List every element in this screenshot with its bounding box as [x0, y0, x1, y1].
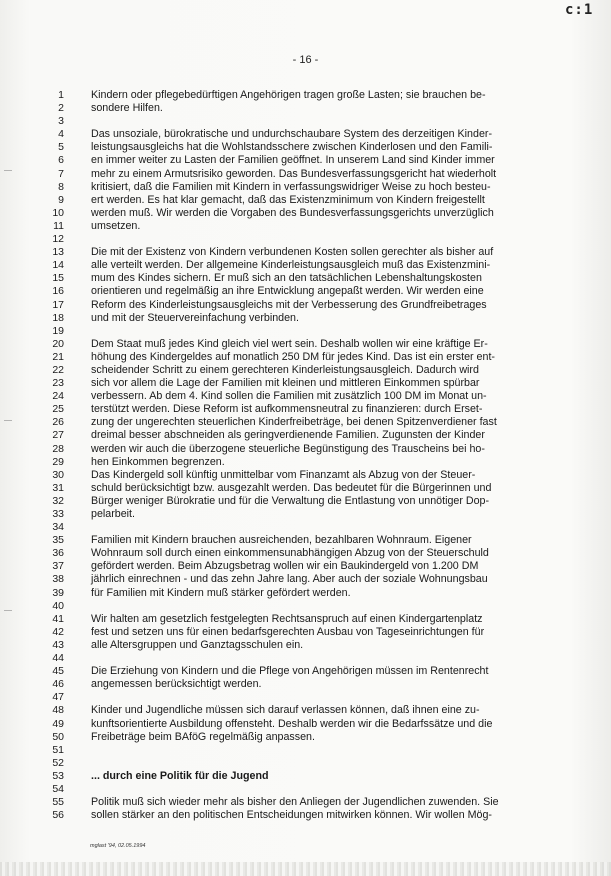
text-line [0, 312, 611, 325]
line-number: 11 [53, 219, 64, 232]
text-line [0, 652, 611, 665]
line-number: 10 [52, 206, 64, 219]
line-text: hen Einkommen begrenzen. [91, 455, 225, 468]
line-number: 18 [52, 311, 64, 324]
text-line [0, 704, 611, 717]
line-number: 3 [58, 115, 64, 128]
text-line [0, 560, 611, 573]
line-number: 46 [52, 678, 64, 691]
text-line [0, 377, 611, 390]
line-number: 52 [52, 756, 64, 769]
text-line [0, 744, 611, 757]
text-line [0, 521, 611, 534]
line-text: Bürger weniger Bürokratie und für die Verwaltung die Entlastung von unnötiger Dop- [91, 494, 490, 507]
line-number: 2 [58, 102, 64, 115]
line-text: terstützt werden. Diese Reform ist aufkommensneutral zu finanzieren: durch Erset- [91, 403, 483, 416]
text-line [0, 429, 611, 442]
line-text: mehr zu einem Armutsrisiko geworden. Das Bundesverfassungsgericht hat wiederholt [91, 167, 497, 180]
scan-speck [4, 420, 12, 421]
scan-speck [4, 170, 12, 171]
line-text: für Familien mit Kindern muß stärker gefördert werden. [91, 586, 351, 599]
scan-speck [4, 610, 12, 611]
line-number: 48 [52, 704, 64, 717]
line-number: 55 [52, 796, 64, 809]
line-number: 44 [52, 652, 64, 665]
text-line [0, 757, 611, 770]
text-line [0, 731, 611, 744]
line-text: Wohnraum soll durch einen einkommensunabhängigen Abzug von der Steuerschuld [91, 547, 489, 560]
line-number: 23 [52, 377, 64, 390]
line-number: 37 [52, 560, 64, 573]
text-line [0, 691, 611, 704]
line-text: Politik muß sich wieder mehr als bisher den Anliegen der Jugendlichen zuwenden. Sie [91, 796, 499, 809]
text-line [0, 613, 611, 626]
line-number: 50 [52, 730, 64, 743]
corner-mark: c:1 [565, 2, 594, 18]
line-text: und mit der Steuervereinfachung verbinden. [91, 311, 299, 324]
line-text: ert werden. Es hat klar gemacht, daß das Existenzminimum von Kindern freigestellt [91, 193, 485, 206]
line-number: 47 [52, 691, 64, 704]
text-line [0, 587, 611, 600]
text-line [0, 351, 611, 364]
line-number: 43 [52, 638, 64, 651]
text-line [0, 508, 611, 521]
line-number: 9 [58, 193, 64, 206]
line-number: 24 [52, 390, 64, 403]
text-line [0, 272, 611, 285]
line-text: verbessern. Ab dem 4. Kind sollen die Familien mit zusätzlich 100 DM im Monat un- [91, 390, 487, 403]
line-text: Wir halten am gesetzlich festgelegten Rechtsanspruch auf einen Kindergartenplatz [91, 612, 483, 625]
line-text: sondere Hilfen. [91, 102, 163, 115]
text-line [0, 600, 611, 613]
line-text: werden muß. Wir werden die Vorgaben des Bundesverfassungsgerichts unverzüglich [91, 206, 494, 219]
line-number: 15 [52, 272, 64, 285]
text-line [0, 718, 611, 731]
line-text: Kindern oder pflegebedürftigen Angehörigen tragen große Lasten; sie brauchen be- [91, 89, 486, 101]
line-text: werden wir auch die überzogene steuerliche Begünstigung des Trauscheins bei ho- [91, 442, 485, 455]
line-text: pelarbeit. [91, 508, 135, 520]
text-line [0, 456, 611, 469]
line-text: schuld berücksichtigt bzw. ausgezahlt werden. Das bedeutet für die Bürgerinnen und [91, 481, 492, 494]
line-text: Freibeträge beim BAföG regelmäßig anpassen. [91, 730, 315, 743]
line-text: en immer weiter zu Lasten der Familien geöffnet. In unserem Land sind Kinder immer [91, 154, 495, 167]
text-line [0, 639, 611, 652]
section-heading: ... durch eine Politik für die Jugend [91, 769, 269, 782]
line-text: höhung des Kindergeldes auf monatlich 250 DM für jedes Kind. Das ist ein erster ent- [91, 350, 495, 363]
line-text: dreimal besser abschneiden als geringverdienende Familien. Zugunsten der Kinder [91, 429, 485, 442]
line-number: 6 [58, 154, 64, 167]
text-line [0, 770, 611, 783]
line-number: 21 [52, 350, 64, 363]
text-line [0, 338, 611, 351]
line-text: Das Kindergeld soll künftig unmittelbar vom Finanzamt als Abzug von der Steuer- [91, 468, 476, 481]
text-line [0, 534, 611, 547]
line-number: 31 [52, 481, 64, 494]
text-line [0, 128, 611, 141]
line-number: 17 [52, 298, 64, 311]
line-text: orientieren und regelmäßig an ihre Entwicklung angepaßt werden. Wir werden eine [91, 285, 484, 298]
line-number: 32 [52, 494, 64, 507]
text-line [0, 495, 611, 508]
text-line [0, 469, 611, 482]
line-text: alle verteilt werden. Der allgemeine Kinderleistungsausgleich muß das Existenzmini- [91, 259, 491, 272]
line-text: Kinder und Jugendliche müssen sich darauf verlassen können, daß ihnen eine zu- [91, 704, 480, 717]
text-line [0, 168, 611, 181]
text-line [0, 233, 611, 246]
line-number: 13 [52, 246, 64, 259]
text-line [0, 220, 611, 233]
line-number: 51 [52, 743, 64, 756]
line-number: 19 [52, 324, 64, 337]
text-line [0, 416, 611, 429]
line-text: kunftsorientierte Ausbildung offensteht. Deshalb werden wir die Bedarfssätze und die [91, 717, 493, 730]
line-number: 38 [52, 573, 64, 586]
line-text: zung der ungerechten steuerlichen Kinderfreibeträge, bei denen Spitzenverdiener fast [91, 416, 497, 429]
text-line [0, 115, 611, 128]
line-number: 54 [52, 782, 64, 795]
line-text: fest und setzen uns für einen bedarfsgerechten Ausbau von Tageseinrichtungen für [91, 625, 485, 638]
line-text: gefördert werden. Beim Abzugsbetrag wollen wir ein Baukindergeld von 1.200 DM [91, 560, 479, 573]
text-line [0, 299, 611, 312]
text-line [0, 141, 611, 154]
line-text: umsetzen. [91, 219, 141, 232]
text-line [0, 482, 611, 495]
line-number: 49 [52, 717, 64, 730]
line-text: Familien mit Kindern brauchen ausreichenden, bezahlbaren Wohnraum. Eigener [91, 534, 472, 547]
line-number: 36 [52, 547, 64, 560]
line-text: Das unsoziale, bürokratische und undurchschaubare System des derzeitigen Kinder- [91, 128, 493, 141]
line-number: 40 [52, 599, 64, 612]
text-line [0, 547, 611, 560]
text-body [0, 89, 611, 822]
line-number: 12 [52, 233, 64, 246]
text-line [0, 259, 611, 272]
line-number: 45 [52, 665, 64, 678]
line-number: 41 [52, 612, 64, 625]
line-number: 26 [52, 416, 64, 429]
line-text: alle Altersgruppen und Ganztagsschulen ein. [91, 638, 304, 651]
text-line [0, 796, 611, 809]
line-number: 53 [52, 769, 64, 782]
page-number: - 16 - [292, 54, 319, 66]
line-number: 27 [52, 429, 64, 442]
text-line [0, 325, 611, 338]
line-number: 4 [58, 128, 64, 141]
line-number: 7 [58, 167, 64, 180]
text-line [0, 665, 611, 678]
line-text: kritisiert, daß die Familien mit Kindern in verfassungswidriger Weise zu hoch besteu- [91, 180, 491, 193]
line-number: 1 [58, 89, 64, 101]
text-line [0, 403, 611, 416]
line-number: 22 [52, 363, 64, 376]
text-line [0, 102, 611, 115]
line-text: jährlich einrechnen - und das zehn Jahre lang. Aber auch der soziale Wohnungsbau [91, 573, 488, 586]
line-number: 5 [58, 141, 64, 154]
text-line [0, 181, 611, 194]
line-text: scheidender Schritt zu einem gerechteren Kinderleistungsausgleich. Dadurch wird [91, 363, 479, 376]
line-text: angemessen berücksichtigt werden. [91, 678, 262, 691]
line-text: Die mit der Existenz von Kindern verbundenen Kosten sollen gerechter als bisher auf [91, 246, 494, 259]
line-text: mum des Kindes sichern. Er muß sich an den tatsächlichen Lebenshaltungskosten [91, 272, 482, 285]
line-number: 16 [52, 285, 64, 298]
footer-reference: mglast '94, 02.05.1994 [90, 843, 146, 849]
text-line [0, 207, 611, 220]
line-number: 20 [52, 337, 64, 350]
line-number: 28 [52, 442, 64, 455]
text-line [0, 678, 611, 691]
text-line [0, 89, 611, 102]
text-line [0, 573, 611, 586]
scan-noise-strip [0, 862, 611, 876]
text-line [0, 194, 611, 207]
line-number: 29 [52, 455, 64, 468]
line-number: 30 [52, 468, 64, 481]
line-number: 25 [52, 403, 64, 416]
line-text: Reform des Kinderleistungsausgleichs mit der Verbesserung des Grundfreibetrages [91, 298, 487, 311]
line-text: sich vor allem die Lage der Familien mit kleinen und mittleren Einkommen spürbar [91, 377, 480, 390]
line-number: 56 [52, 809, 64, 822]
text-line [0, 809, 611, 822]
line-number: 8 [58, 180, 64, 193]
line-number: 35 [52, 534, 64, 547]
line-number: 42 [52, 625, 64, 638]
text-line [0, 626, 611, 639]
text-line [0, 783, 611, 796]
line-text: Die Erziehung von Kindern und die Pflege von Angehörigen müssen im Rentenrecht [91, 665, 489, 678]
text-line [0, 443, 611, 456]
line-number: 34 [52, 521, 64, 534]
text-line [0, 390, 611, 403]
line-text: leistungsausgleichs hat die Wohlstandsschere zwischen Kinderlosen und den Famili- [91, 141, 493, 154]
text-line [0, 364, 611, 377]
text-line [0, 154, 611, 167]
line-text: sollen stärker an den politischen Entscheidungen mitwirken können. Wir wollen Mög- [91, 809, 492, 822]
line-text: Dem Staat muß jedes Kind gleich viel wert sein. Deshalb wollen wir eine kräftige Er- [91, 337, 488, 350]
line-number: 14 [52, 259, 64, 272]
text-line [0, 246, 611, 259]
line-number: 33 [52, 508, 64, 520]
line-number: 39 [52, 586, 64, 599]
text-line [0, 285, 611, 298]
